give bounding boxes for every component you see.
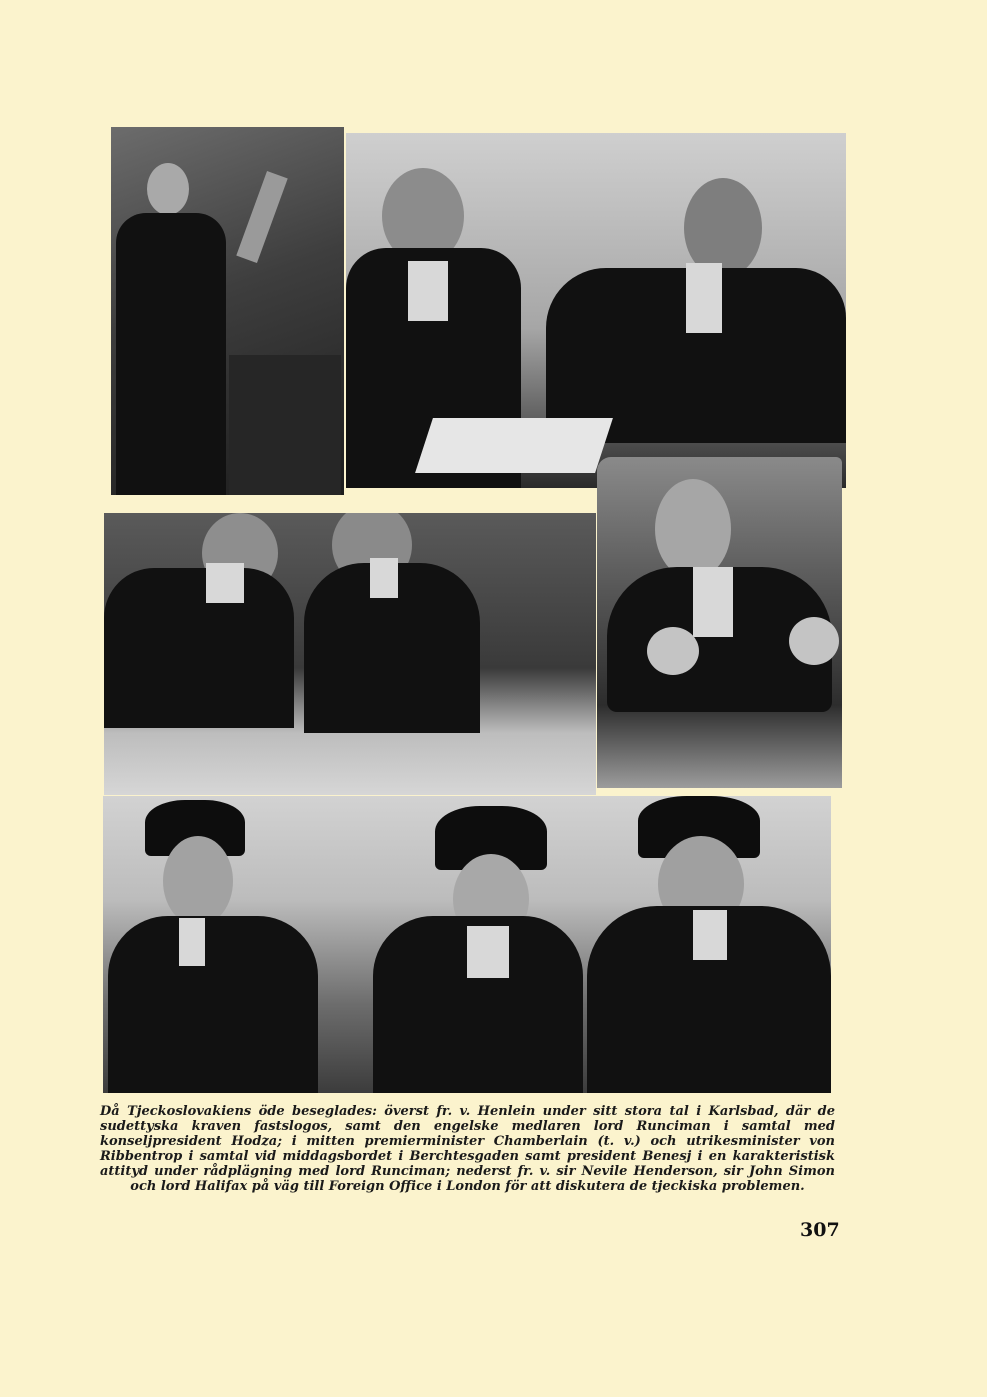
photo-chamberlain-ribbentrop xyxy=(104,513,596,795)
photo-henderson-simon-halifax xyxy=(103,796,831,1093)
photo-caption: Då Tjeckoslovakiens öde beseglades: överst fr. v. Henlein under sitt stora tal i Karlsbad, där de sudettyska kraven fastslogos, samt den engelske medlaren lord Runciman i samtal med konseljpresident Hodza; i mitten premierminister Chamberlain (t. v.) och utrikesminister von Ribbentrop i samtal vid middagsbordet i Berchtesgaden samt president Benesj i en karakteristisk attityd under rådplägning med lord Runciman; nederst fr. v. sir Nevile Henderson, sir John Simon och lord Halifax på väg till Foreign Office i London för att diskutera de tjeckiska problemen. xyxy=(100,1104,835,1194)
photo-henlein-speech xyxy=(111,127,344,495)
page-number: 307 xyxy=(800,1219,840,1241)
photo-runciman-hodza xyxy=(346,133,846,488)
photo-benes xyxy=(597,457,842,788)
